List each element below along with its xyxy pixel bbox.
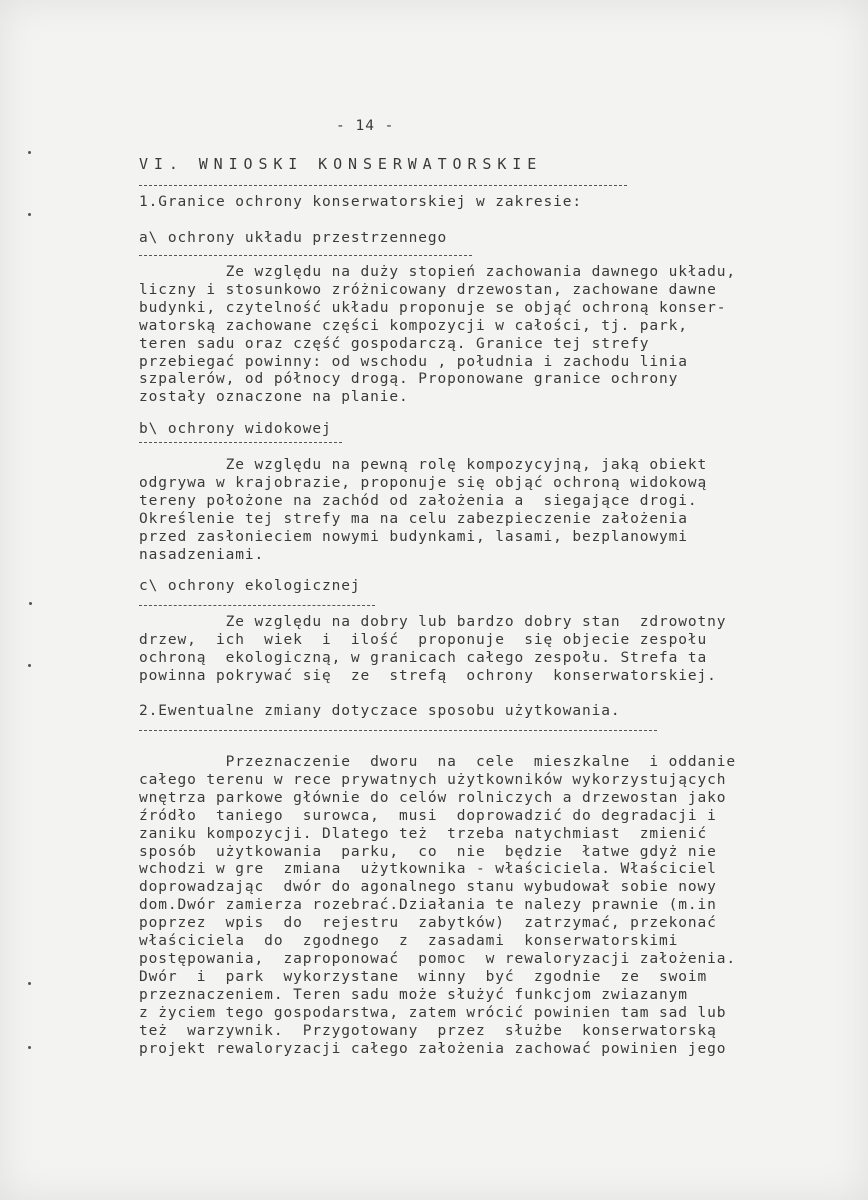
text-line: wchodzi w gre zmiana użytkownika - właściciela. Właściciel (139, 861, 717, 878)
subsection-b-heading: b\ ochrony widokowej (139, 421, 332, 437)
text-line: powinna pokrywać się ze strefą ochrony konserwatorskiej. (139, 667, 717, 684)
text-line: właściciela do zgodnego z zasadami konserwatorskimi (139, 933, 679, 950)
subsection-a-underline (139, 255, 472, 256)
text-line: sposób użytkowania parku, co nie będzie łatwe gdyż nie (139, 843, 717, 860)
text-line: odgrywa w krajobrazie, proponuje się objąć ochroną widokową (139, 474, 708, 491)
text-line: watorską zachowane części kompozycji w całości, tj. park, (139, 317, 688, 334)
text-line: liczny i stosunkowo zróżnicowany drzewostan, zachowane dawne (139, 281, 717, 298)
text-line: z życiem tego gospodarstwa, zatem wrócić powinien tam sad lub (139, 1004, 727, 1021)
scan-speck (29, 602, 32, 605)
text-line: postępowania, zaproponować pomoc w rewaloryzacji założenia. (139, 950, 737, 967)
text-line: budynki, czytelność układu proponuje se objąć ochroną konser- (139, 299, 727, 316)
subsection-c-heading: c\ ochrony ekologicznej (139, 578, 361, 594)
text-line: zaniku kompozycji. Dlatego też trzeba natychmiast zmienić (139, 825, 708, 842)
text-line: Dwór i park wykorzystane winny być zgodnie ze swoim (139, 968, 708, 985)
text-line: doprowadzając dwór do agonalnego stanu wybudował sobie nowy (139, 879, 717, 896)
subsection-c-underline (139, 605, 375, 606)
scan-speck (28, 213, 31, 216)
scan-speck (28, 151, 31, 154)
section-2-text (139, 754, 789, 1058)
section-1-heading: 1.Granice ochrony konserwatorskiej w zakresie: (139, 194, 582, 210)
scan-speck (28, 982, 31, 985)
text-line: drzew, ich wiek i ilość proponuje się objecie zespołu (139, 631, 708, 648)
text-line: Przeznaczenie dworu na cele mieszkalne i oddanie (139, 754, 737, 770)
text-line: przed zasłonieciem nowymi budynkami, lasami, bezplanowymi (139, 528, 688, 545)
title-underline (139, 185, 627, 186)
section-2-heading: 2.Ewentualne zmiany dotyczace sposobu użytkowania. (139, 703, 621, 719)
text-line: wnętrza parkowe głównie do celów rolniczych a drzewostan jako (139, 789, 727, 806)
subsection-b-underline (139, 442, 342, 443)
text-line: szpalerów, od północy drogą. Proponowane granice ochrony (139, 371, 679, 388)
text-line: projekt rewaloryzacji całego założenia zachować powinien jego (139, 1040, 727, 1057)
chapter-title: VI. WNIOSKI KONSERWATORSKIE (139, 155, 543, 173)
text-line: ochroną ekologiczną, w granicach całego zespołu. Strefa ta (139, 649, 708, 666)
text-line: teren sadu oraz część gospodarczą. Granice tej strefy (139, 335, 650, 352)
text-line: Określenie tej strefy ma na celu zabezpieczenie założenia (139, 510, 688, 527)
text-line: przeznaczeniem. Teren sadu może służyć funkcjom zwiazanym (139, 986, 688, 1003)
section-2-underline (139, 730, 657, 731)
text-line: zostały oznaczone na planie. (139, 389, 409, 406)
text-line: też warzywnik. Przygotowany przez służbe konserwatorską (139, 1022, 717, 1039)
text-line: Ze względu na dobry lub bardzo dobry stan zdrowotny (139, 614, 727, 630)
text-line: poprzez wpis do rejestru zabytków) zatrzymać, przekonać (139, 915, 717, 932)
scan-speck (28, 1046, 31, 1049)
text-line: tereny położone na zachód od założenia a siegające drogi. (139, 492, 698, 509)
subsection-b-text (139, 457, 789, 564)
text-line: Ze względu na pewną rolę kompozycyjną, jaką obiekt (139, 457, 708, 473)
text-line: dom.Dwór zamierza rozebrać.Działania te nalezy prawnie (m.in (139, 897, 717, 914)
text-line: źródło taniego surowca, musi doprowadzić do degradacji i (139, 807, 717, 824)
text-line: całego terenu w rece prywatnych użytkowników wykorzystujących (139, 771, 727, 788)
page-number: - 14 - (336, 118, 395, 134)
text-line: przebiegać powinny: od wschodu , południa i zachodu linia (139, 353, 688, 370)
text-line: Ze względu na duży stopień zachowania dawnego układu, (139, 264, 737, 280)
scan-speck (28, 664, 31, 667)
subsection-a-text (139, 264, 789, 407)
text-line: nasadzeniami. (139, 546, 265, 563)
subsection-c-text (139, 614, 789, 686)
subsection-a-heading: a\ ochrony układu przestrzennego (139, 230, 448, 246)
